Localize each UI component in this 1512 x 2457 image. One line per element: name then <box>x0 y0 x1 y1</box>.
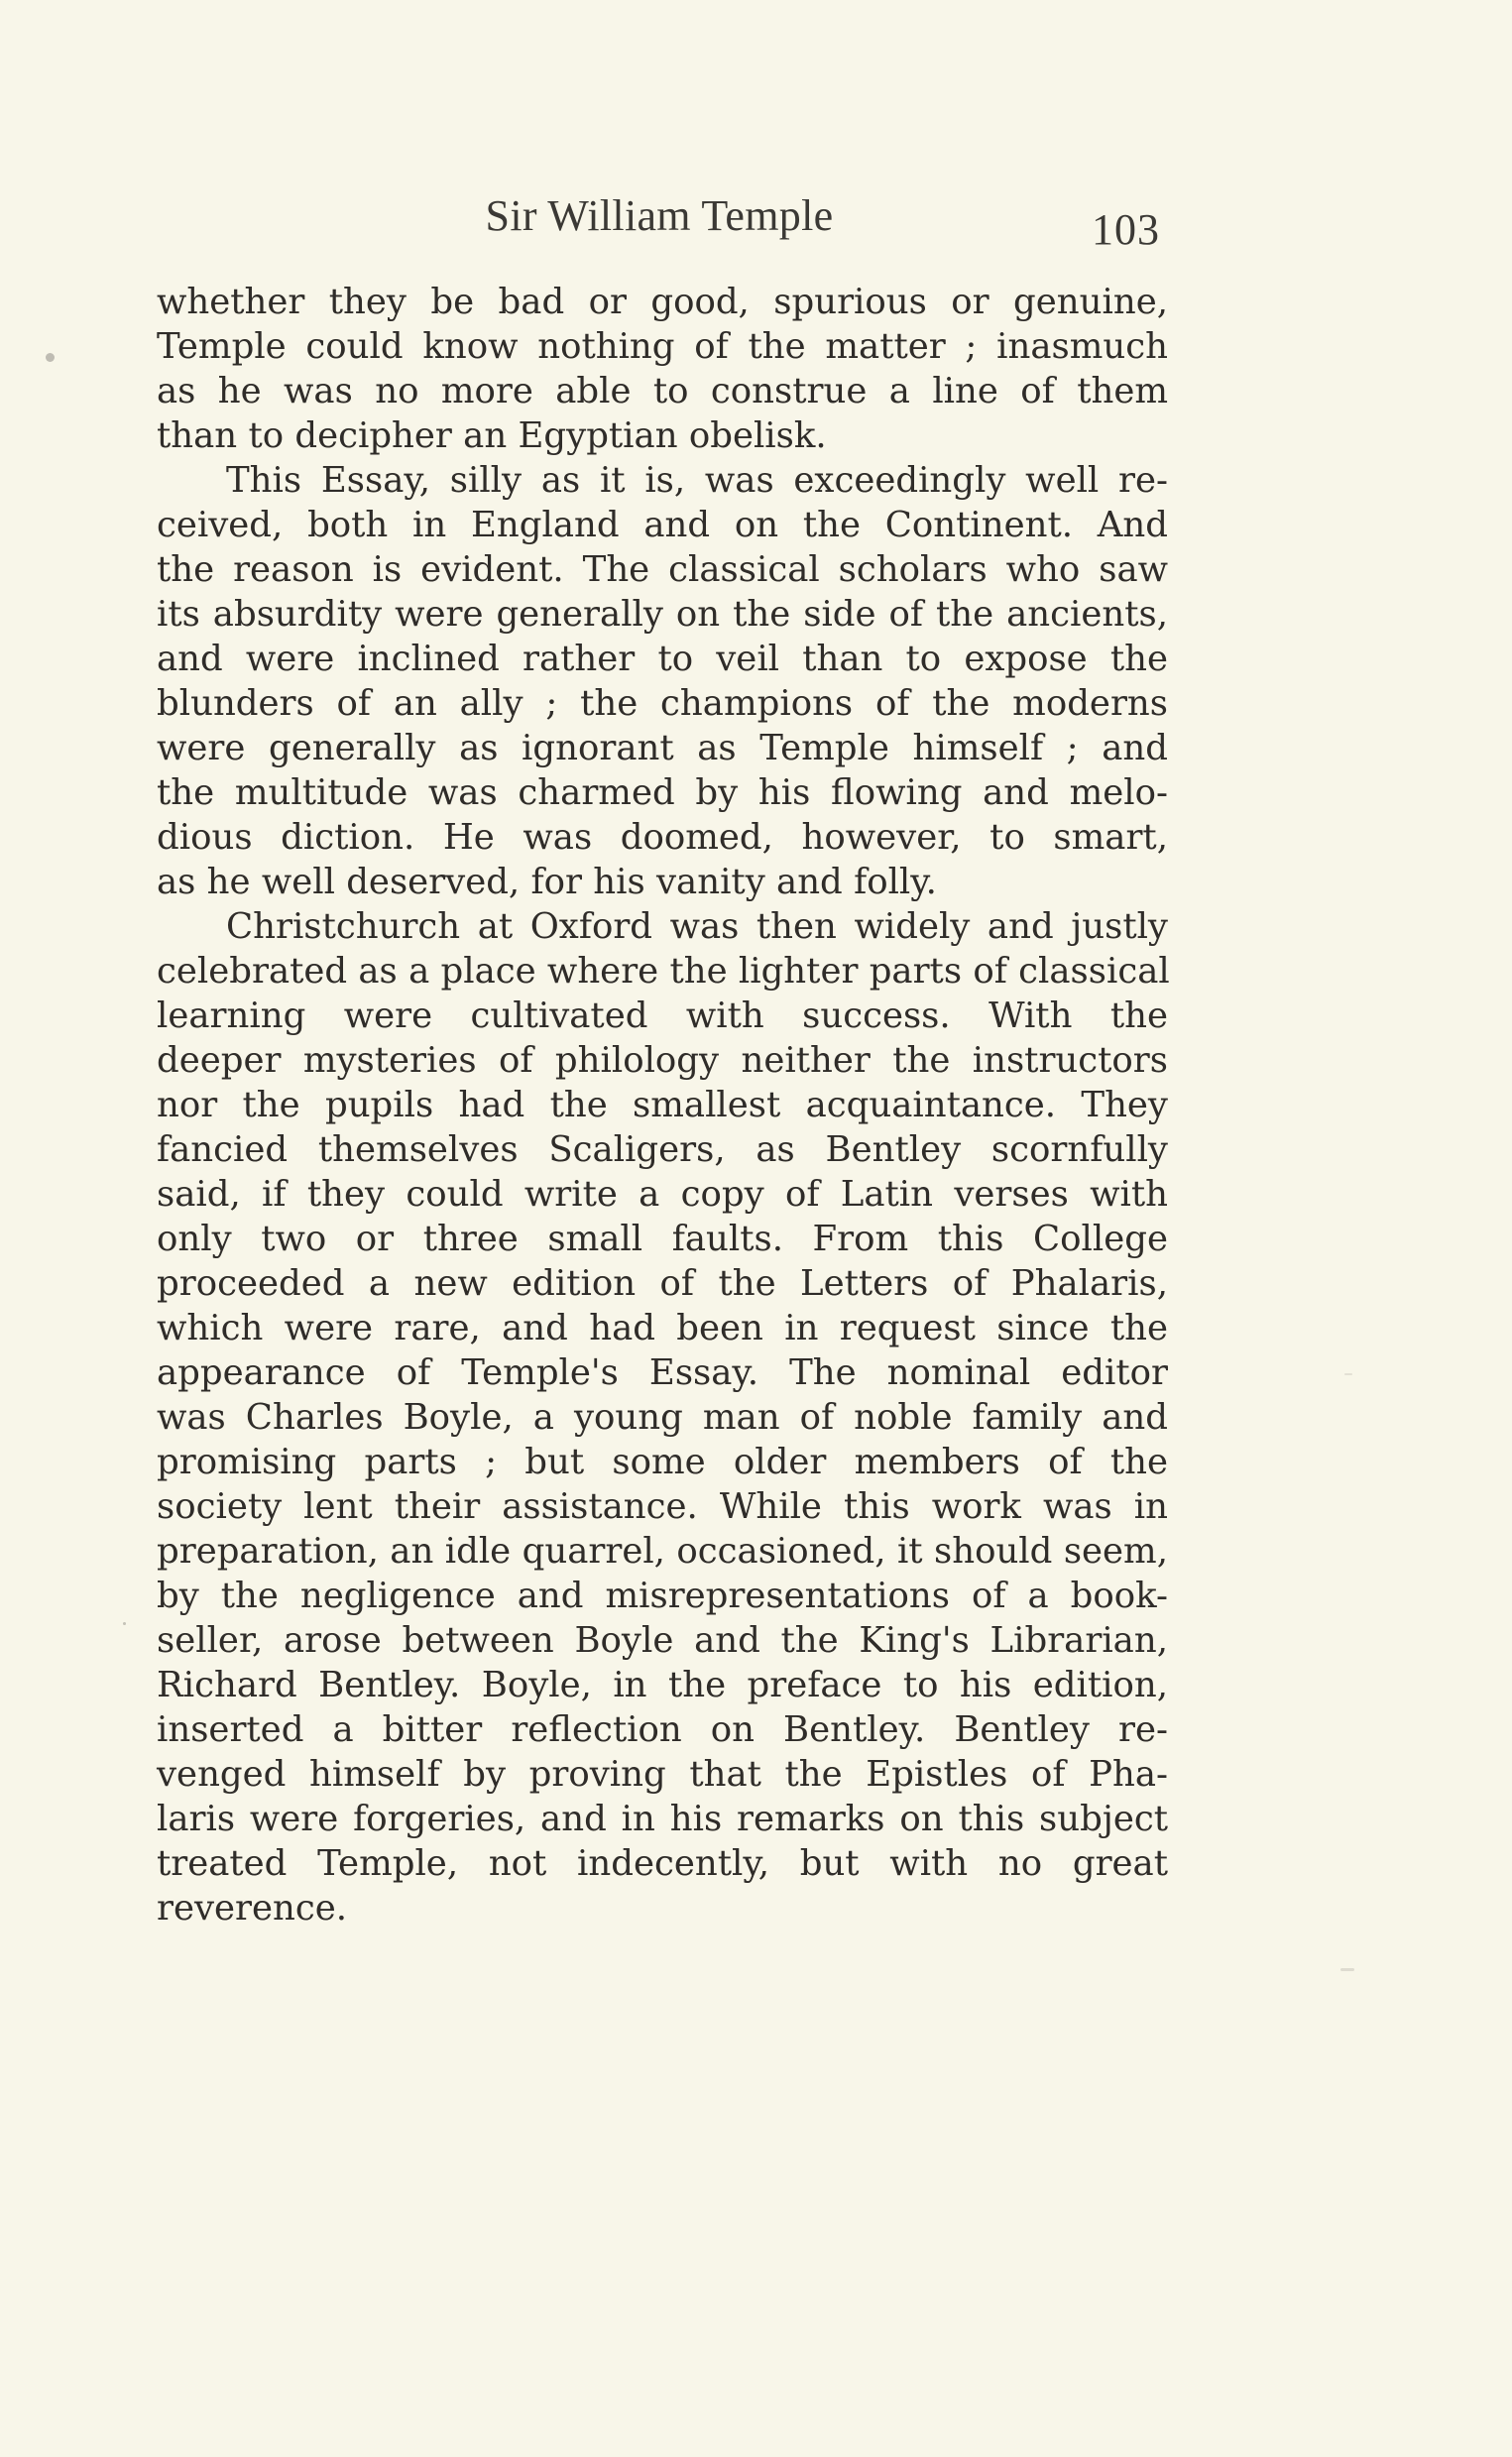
paragraph-start-line: Christchurch at Oxford was then widely and justly <box>226 906 1168 947</box>
text-line: Temple could know nothing of the matter ; inasmuch <box>157 326 1168 367</box>
text-line: treated Temple, not indecently, but with no great <box>157 1843 1168 1884</box>
body-text <box>157 280 1168 1930</box>
text-line: society lent their assistance. While this work was in <box>157 1486 1168 1527</box>
text-line: as he was no more able to construe a line of them <box>157 371 1168 411</box>
text-line: as he well deserved, for his vanity and folly. <box>157 862 937 902</box>
text-line: whether they be bad or good, spurious or genuine, <box>157 282 1168 322</box>
running-head <box>159 188 1160 258</box>
text-line: fancied themselves Scaligers, as Bentley scornfully <box>157 1129 1168 1170</box>
running-title: Sir William Temple <box>485 191 834 240</box>
text-line: laris were forgeries, and in his remarks on this subject <box>157 1799 1168 1839</box>
text-line: was Charles Boyle, a young man of noble family and <box>157 1397 1168 1438</box>
text-line: blunders of an ally ; the champions of the moderns <box>157 683 1168 724</box>
text-line: promising parts ; but some older members of the <box>157 1442 1168 1482</box>
text-line: appearance of Temple's Essay. The nominal editor <box>157 1352 1168 1393</box>
text-line: ceived, both in England and on the Continent. And <box>157 505 1168 545</box>
text-line: deeper mysteries of philology neither the instructors <box>157 1040 1168 1081</box>
text-line: its absurdity were generally on the side of the ancients, <box>157 594 1168 635</box>
text-line: learning were cultivated with success. With the <box>157 995 1168 1036</box>
text-line: were generally as ignorant as Temple himself ; and <box>157 728 1168 768</box>
text-line: the multitude was charmed by his flowing and melo- <box>157 772 1168 813</box>
text-line: nor the pupils had the smallest acquaintance. They <box>157 1085 1168 1125</box>
paper-speck <box>1340 1968 1354 1971</box>
text-line: reverence. <box>157 1888 348 1929</box>
text-line: preparation, an idle quarrel, occasioned, it should seem, <box>157 1531 1168 1572</box>
text-line: proceeded a new edition of the Letters of Phalaris, <box>157 1263 1168 1304</box>
page-number: 103 <box>1092 205 1160 254</box>
paragraph-start-line: This Essay, silly as it is, was exceedingly well re- <box>226 460 1168 501</box>
text-line: celebrated as a place where the lighter parts of classical <box>157 951 1170 992</box>
text-line: inserted a bitter reflection on Bentley. Bentley re- <box>157 1709 1168 1750</box>
text-line: by the negligence and misrepresentations of a book- <box>157 1576 1168 1616</box>
text-line: Richard Bentley. Boyle, in the preface to his edition, <box>157 1665 1168 1705</box>
text-line: said, if they could write a copy of Latin verses with <box>157 1174 1168 1215</box>
text-line: than to decipher an Egyptian obelisk. <box>157 415 827 456</box>
paper-speck <box>123 1622 126 1625</box>
text-line: venged himself by proving that the Epistles of Pha- <box>157 1754 1168 1795</box>
text-line: dious diction. He was doomed, however, to smart, <box>157 817 1168 858</box>
text-line: and were inclined rather to veil than to expose the <box>157 639 1168 679</box>
text-line: seller, arose between Boyle and the King's Librarian, <box>157 1620 1168 1661</box>
text-line: which were rare, and had been in request since the <box>157 1308 1168 1348</box>
paper-speck <box>46 353 55 362</box>
text-line: only two or three small faults. From this College <box>157 1219 1168 1259</box>
paper-speck <box>1344 1373 1352 1375</box>
text-line: the reason is evident. The classical scholars who saw <box>157 549 1168 590</box>
